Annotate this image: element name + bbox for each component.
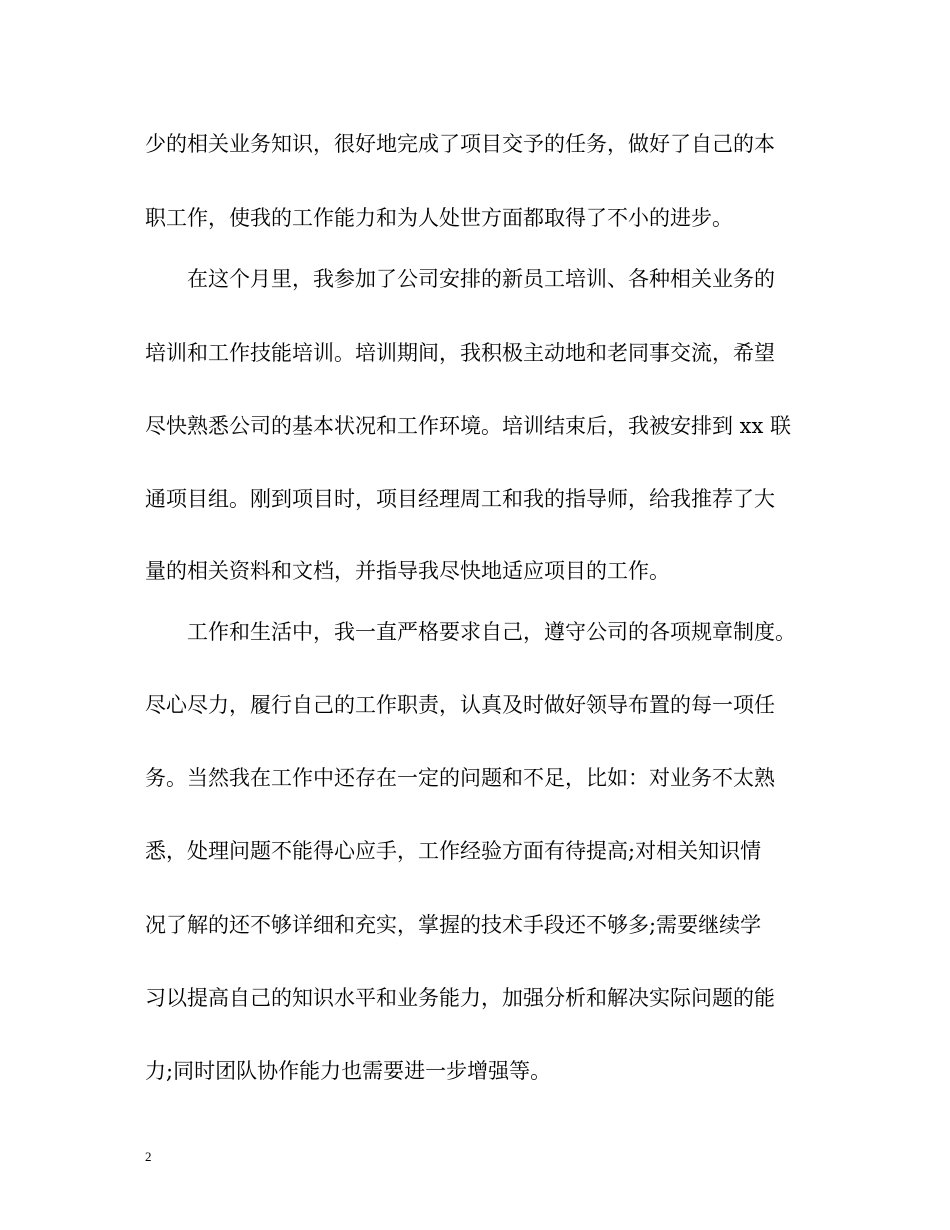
text-line: 职工作，使我的工作能力和为人处世方面都取得了不小的进步。 [145, 206, 733, 230]
text-line: 务。当然我在工作中还存在一定的问题和不足，比如：对业务不太熟 [145, 766, 775, 790]
text-line: 习以提高自己的知识水平和业务能力，加强分析和解决实际问题的能 [145, 986, 775, 1010]
text-line: 悉，处理问题不能得心应手，工作经验方面有待提高;对相关知识情 [145, 839, 762, 863]
text-line: 少的相关业务知识，很好地完成了项目交予的任务，做好了自己的本 [145, 132, 775, 156]
text-line: 通项目组。刚到项目时，项目经理周工和我的指导师，给我推荐了大 [145, 487, 775, 511]
text-line: 培训和工作技能培训。培训期间，我积极主动地和老同事交流，希望 [145, 341, 775, 365]
paragraph-start-line: 在这个月里，我参加了公司安排的新员工培训、各种相关业务的 [187, 267, 775, 291]
text-line: 尽心尽力，履行自己的工作职责，认真及时做好领导布置的每一项任 [145, 693, 775, 717]
paragraph-start-line: 工作和生活中，我一直严格要求自己，遵守公司的各项规章制度。 [187, 620, 796, 644]
text-line: 尽快熟悉公司的基本状况和工作环境。培训结束后，我被安排到 xx 联 [145, 414, 792, 438]
text-line: 况了解的还不够详细和充实，掌握的技术手段还不够多;需要继续学 [145, 913, 762, 937]
text-line: 量的相关资料和文档，并指导我尽快地适应项目的工作。 [145, 559, 670, 583]
text-line: 力;同时团队协作能力也需要进一步增强等。 [145, 1059, 552, 1083]
page-number: 2 [145, 1149, 152, 1164]
